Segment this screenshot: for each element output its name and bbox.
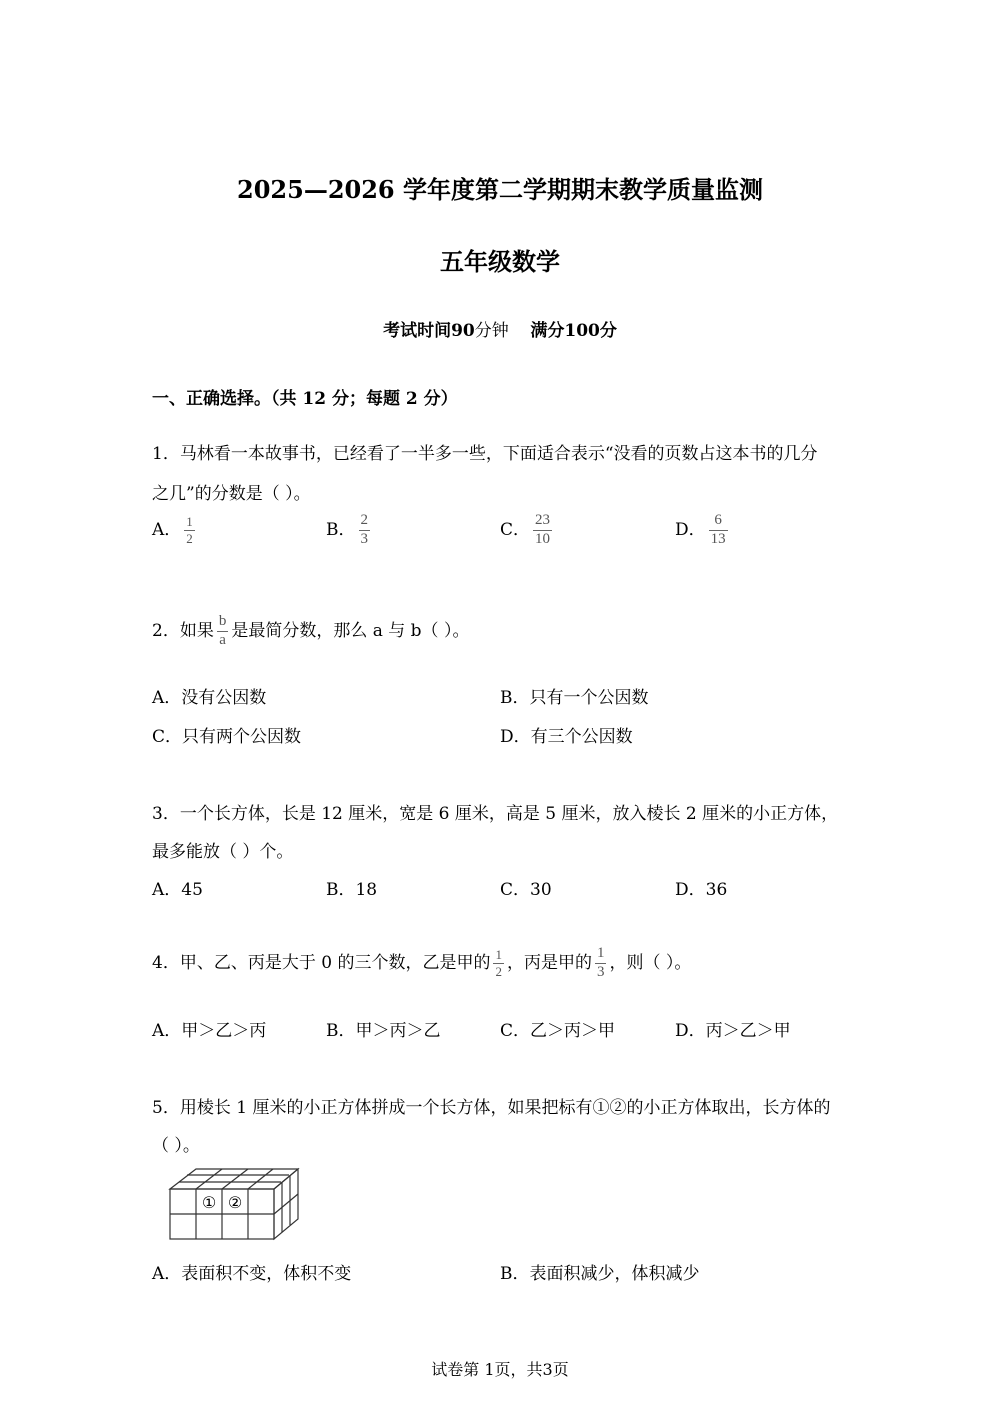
q2-option-d[interactable]: D．有三个公因数: [500, 727, 633, 747]
q2-frac-den: a: [219, 631, 226, 648]
section-heading: 一、正确选择。（共 12 分；每题 2 分）: [152, 389, 458, 409]
question-3-line-1: 3．一个长方体，长是 12 厘米，宽是 6 厘米，高是 5 厘米，放入棱长 2 厘米的小正方体，: [152, 804, 839, 824]
q5-option-b[interactable]: B．表面积减少，体积减少: [500, 1264, 700, 1284]
full-score-label: 满分: [530, 321, 565, 341]
question-1-line-2: 之几”的分数是（ ）。: [152, 484, 311, 504]
q5-cuboid-figure: [166, 1165, 306, 1245]
q2-suffix: 是最简分数，那么 a 与 b（ ）。: [231, 620, 470, 641]
q3-option-d[interactable]: D．36: [675, 880, 728, 900]
q2-prefix: 2．如果: [152, 620, 214, 641]
question-1-line-1: 1．马林看一本故事书，已经看了一半多一些，下面适合表示“没看的页数占这本书的几分: [152, 444, 818, 464]
q1-option-c[interactable]: [500, 513, 555, 548]
full-score-unit: 分: [599, 321, 617, 341]
q2-option-c[interactable]: C．只有两个公因数: [152, 727, 302, 747]
q4-part-1: 4．甲、乙、丙是大于 0 的三个数，乙是甲的: [152, 952, 491, 973]
exam-time-unit: 分钟: [474, 321, 509, 341]
q1-option-d-den: 13: [710, 530, 726, 547]
question-2: [152, 614, 469, 649]
q2-option-b[interactable]: B．只有一个公因数: [500, 688, 649, 708]
q4-part-3: ，则（ ）。: [609, 952, 692, 973]
exam-info: [0, 316, 1000, 341]
full-score-value: 100: [564, 321, 600, 341]
exam-time-value: 90: [451, 321, 475, 341]
q4-frac-1-num: 1: [495, 947, 502, 963]
q1-option-a-num: 1: [186, 514, 193, 530]
q1-option-b[interactable]: [326, 513, 373, 548]
exam-time-label: 考试时间: [383, 321, 452, 341]
q4-option-d[interactable]: D．丙＞乙＞甲: [675, 1021, 791, 1041]
exam-title: 2025—2026 学年度第二学期期末教学质量监测: [237, 175, 763, 204]
exam-subtitle: 五年级数学: [440, 247, 560, 276]
q4-option-a[interactable]: A．甲＞乙＞丙: [152, 1021, 267, 1041]
question-5-line-1: 5．用棱长 1 厘米的小正方体拼成一个长方体，如果把标有①②的小正方体取出，长方体的: [152, 1098, 831, 1118]
q2-frac-num: b: [218, 613, 227, 629]
q1-option-a[interactable]: [152, 515, 198, 546]
q1-option-c-den: 10: [535, 530, 551, 547]
q5-option-a[interactable]: A．表面积不变，体积不变: [152, 1264, 352, 1284]
q4-frac-2-den: 3: [596, 963, 605, 980]
q1-option-a-den: 2: [186, 531, 193, 546]
q3-option-c[interactable]: C．30: [500, 880, 552, 900]
question-3-line-2: 最多能放（ ）个。: [152, 842, 294, 862]
question-5-line-2: （ ）。: [152, 1136, 200, 1156]
question-4: [152, 946, 691, 981]
cube-label-1: ①: [201, 1193, 217, 1212]
q1-option-b-den: 3: [360, 530, 368, 547]
q1-option-c-letter: C．: [500, 519, 531, 540]
q1-option-c-num: 23: [535, 512, 551, 528]
q2-option-a[interactable]: A．没有公因数: [152, 688, 267, 708]
page-footer: 试卷第 1页，共3页: [431, 1360, 569, 1379]
q4-frac-1-den: 2: [495, 963, 502, 979]
cuboid-top-face: [170, 1169, 298, 1189]
q4-option-b[interactable]: B．甲＞丙＞乙: [326, 1021, 441, 1041]
q1-option-d-letter: D．: [675, 519, 706, 540]
q1-option-d[interactable]: [675, 513, 731, 548]
q1-option-b-letter: B．: [326, 519, 356, 540]
q4-option-c[interactable]: C．乙＞丙＞甲: [500, 1021, 616, 1041]
cube-label-2: ②: [227, 1193, 243, 1212]
q1-option-b-num: 2: [360, 512, 368, 528]
q1-option-d-num: 6: [714, 512, 722, 528]
q4-part-2: ，丙是甲的: [506, 952, 592, 973]
q3-option-b[interactable]: B．18: [326, 880, 378, 900]
q1-option-a-letter: A．: [152, 520, 182, 540]
q3-option-a[interactable]: A．45: [152, 880, 203, 900]
q4-frac-2-num: 1: [596, 945, 605, 961]
